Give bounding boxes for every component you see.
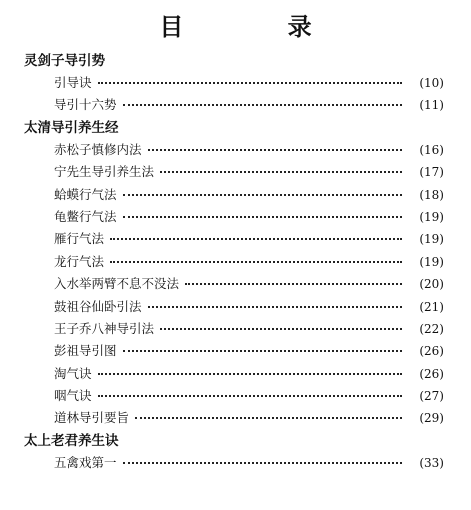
- dot-leader: [123, 194, 402, 196]
- toc-entry[interactable]: [24, 228, 444, 250]
- toc-page-number: (21): [419, 299, 444, 314]
- toc-entry[interactable]: [24, 318, 444, 340]
- page-title: 目 录: [159, 13, 360, 41]
- toc-page-number: (19): [419, 254, 444, 269]
- toc-entry-title: 五禽戏第一: [54, 454, 117, 470]
- table-of-contents: [24, 50, 444, 474]
- toc-entry[interactable]: [24, 273, 444, 295]
- toc-entry-title: 雁行气法: [54, 231, 105, 247]
- toc-page-number: (16): [419, 142, 444, 157]
- toc-entry[interactable]: [24, 72, 444, 94]
- toc-page-number: (27): [419, 389, 444, 404]
- toc-entry[interactable]: [24, 206, 444, 228]
- toc-entry-title: 道林导引要旨: [54, 410, 130, 426]
- dot-leader: [135, 417, 402, 419]
- toc-page-number: (19): [419, 232, 444, 247]
- toc-page-number: (19): [419, 209, 444, 224]
- toc-page-number: (11): [419, 98, 444, 113]
- toc-page-number: (26): [419, 366, 444, 381]
- toc-entry-title: 龙行气法: [54, 253, 105, 269]
- toc-entry[interactable]: [24, 363, 444, 385]
- toc-entry[interactable]: [24, 452, 444, 474]
- toc-entry-title: 入水举两臂不息不没法: [54, 276, 180, 292]
- toc-page-number: (10): [419, 76, 444, 90]
- toc-page-number: (26): [419, 344, 444, 359]
- dot-leader: [160, 171, 402, 173]
- toc-entry-title: 王子乔八神导引法: [54, 320, 155, 336]
- toc-entry[interactable]: [24, 161, 444, 183]
- toc-entry[interactable]: [24, 94, 444, 116]
- toc-entry-title: 导引十六势: [54, 97, 117, 113]
- toc-entry[interactable]: [24, 407, 444, 429]
- toc-page-number: (29): [419, 411, 444, 426]
- toc-entry-title: 彭祖导引图: [54, 343, 117, 359]
- toc-entry-title: 宁先生导引养生法: [54, 164, 155, 180]
- toc-entry-title: 赤松子慎修内法: [54, 141, 142, 157]
- toc-page-number: (17): [419, 165, 444, 180]
- toc-entry-title: 咽气诀: [54, 388, 92, 404]
- dot-leader: [98, 373, 402, 375]
- dot-leader: [123, 104, 402, 106]
- toc-page-number: (18): [419, 187, 444, 202]
- section-heading: 灵剑子导引势: [24, 53, 105, 69]
- toc-entry[interactable]: [24, 251, 444, 273]
- dot-leader: [98, 395, 402, 397]
- toc-entry[interactable]: [24, 340, 444, 362]
- toc-entry-title: 龟鳖行气法: [54, 208, 117, 224]
- toc-entry-title: 淘气诀: [54, 365, 92, 381]
- dot-leader: [160, 328, 402, 330]
- dot-leader: [123, 350, 402, 352]
- toc-entry[interactable]: [24, 385, 444, 407]
- dot-leader: [98, 82, 402, 84]
- dot-leader: [123, 462, 402, 464]
- toc-entry[interactable]: [24, 296, 444, 318]
- dot-leader: [123, 216, 402, 218]
- toc-entry[interactable]: [24, 184, 444, 206]
- toc-page-number: (33): [419, 455, 444, 470]
- toc-entry-title: 鼓祖谷仙卧引法: [54, 298, 142, 314]
- toc-entry[interactable]: [24, 139, 444, 161]
- section-heading: 太上老君养生诀: [24, 432, 119, 449]
- dot-leader: [148, 149, 402, 151]
- toc-entry-title: 蛤蟆行气法: [54, 186, 117, 202]
- dot-leader: [110, 238, 402, 240]
- toc-entry-title: 引导诀: [54, 75, 92, 90]
- section-heading: 太清导引养生经: [24, 119, 119, 136]
- toc-page-number: (20): [419, 277, 444, 292]
- dot-leader: [148, 306, 402, 308]
- dot-leader: [185, 283, 402, 285]
- toc-page-number: (22): [419, 321, 444, 336]
- dot-leader: [110, 261, 402, 263]
